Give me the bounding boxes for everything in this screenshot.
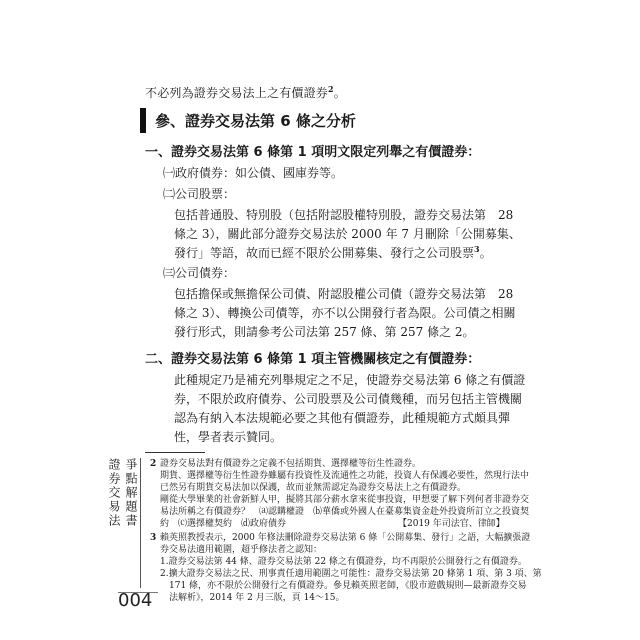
fn2-line-3: 已然另有期貨交易法加以保護，故而並無需認定為證券交易法上之有價證券。 <box>160 483 467 493</box>
side-label-subject: 證券交易法 <box>107 458 121 528</box>
stocks-line-3 <box>174 244 492 261</box>
side-label-book: 爭點解題書 <box>124 458 138 528</box>
fn2-line-4: 剛從大學畢業的社會新鮮人甲，擬將其部分薪水拿來從事投資，甲想要了解下列何者非證券交 <box>160 495 530 505</box>
section-bar <box>140 108 146 133</box>
top-line-text: 不必列為證券交易法上之有價證券 <box>145 86 329 100</box>
fn3-line-3: 1.證券交易法第 44 條、證券交易法第 22 條之有價證券，均不再限於公開發行之有價證券。 <box>160 557 527 567</box>
item-government-bonds: ㈠政府債券：如公債、國庫券等。 <box>163 166 344 180</box>
bonds-line-3: 發行形式，則請參考公司法第 257 條、第 257 條之 2。 <box>174 325 475 339</box>
part2-line-3: 認為有納入本法規範必要之其他有價證券，此種規範方式頗具彈 <box>174 411 511 425</box>
top-line-end: 。 <box>333 86 346 100</box>
part2-line-1: 此種規定乃是補充列舉規定之不足，使證券交易法第 6 條之有價證 <box>174 373 526 387</box>
side-label <box>107 458 140 528</box>
fn2-line-2: 期貨、選擇權等衍生性證券雖屬有投資性及流通性之功能，投資人有保護必要性，然現行法中 <box>160 471 530 481</box>
footnote-3-number: 3 <box>150 533 157 543</box>
fn3-line-2: 券交易法適用範圍，超乎修法者之認知： <box>160 545 323 555</box>
footnote-3-num <box>150 533 156 544</box>
top-line <box>145 84 346 101</box>
side-rule <box>140 458 141 588</box>
part2-line-4: 性，學者表示贊同。 <box>174 430 283 444</box>
bonds-line-2: 條之 3）、轉換公司債等，亦不以公開發行者為限。公司債之相關 <box>174 306 516 320</box>
stocks-line-1: 包括普通股、特別股（包括附認股權特別股，證券交易法第 28 <box>174 208 514 222</box>
footnote-2-num <box>150 459 156 470</box>
fn2-source: 【2019 年司法官、律師】 <box>398 519 505 529</box>
part2-line-2: 券，不限於政府債券、公司股票及公司債幾種，而另包括主管機關 <box>174 392 523 406</box>
bonds-line-1: 包括擔保或無擔保公司債、附認股權公司債（證券交易法第 28 <box>174 287 514 301</box>
footnote-rule <box>145 452 205 453</box>
stocks-line-2: 條之 3），關此部分證券交易法於 2000 年 7 月刪除「公開募集、 <box>174 227 521 241</box>
fn3-line-4: 2.擴大證券交易法之民、刑事責任適用範圍之可能性：證券交易法第 20 條第 1 項、第 3 項、第 <box>160 569 542 579</box>
footnote-ref-3[interactable]: 3 <box>474 244 480 254</box>
page-number: 004 <box>118 590 153 611</box>
item-company-bonds: ㈢公司債券： <box>163 266 236 280</box>
footnote-2-number: 2 <box>150 459 157 469</box>
part1-heading: 一、證券交易法第 6 條第 1 項明文限定列舉之有價證券： <box>145 145 481 160</box>
fn2-line-6-text: 約 ⒞選擇權契約 ⒟政府債券 <box>160 519 287 529</box>
fn3-line-5: 171 條，亦不限於公開發行之有價證券。參見賴英照老師，《股市遊戲規則—最新證券交易 <box>160 581 527 591</box>
fn2-line-5: 易法所稱之有價證券？ ⒜認購權證 ⒝華僑或外國人在臺募集資金赴外投資所訂立之投資契 <box>160 507 530 517</box>
stocks-line-3-end: 。 <box>479 246 492 260</box>
fn2-line-1: 證券交易法對有價證券之定義不包括期貨、選擇權等衍生性證券。 <box>160 459 422 469</box>
fn3-line-1: 賴英照教授表示，2000 年修法刪除證券交易法第 6 條「公開募集、發行」之語，大幅擴張證 <box>160 533 531 543</box>
item-company-stocks: ㈡公司股票： <box>163 187 236 201</box>
footnote-ref-2[interactable]: 2 <box>328 84 334 94</box>
section-title: 參、證券交易法第 6 條之分析 <box>155 112 356 130</box>
part2-heading: 二、證券交易法第 6 條第 1 項主管機關核定之有價證券： <box>145 352 481 367</box>
fn3-line-6: 法解析》，2014 年 2 月三版，頁 14～15。 <box>160 593 345 603</box>
stocks-line-3-text: 發行」等語，故而已經不限於公開募集、發行之公司股票 <box>174 246 475 260</box>
fn2-line-6 <box>160 519 286 530</box>
